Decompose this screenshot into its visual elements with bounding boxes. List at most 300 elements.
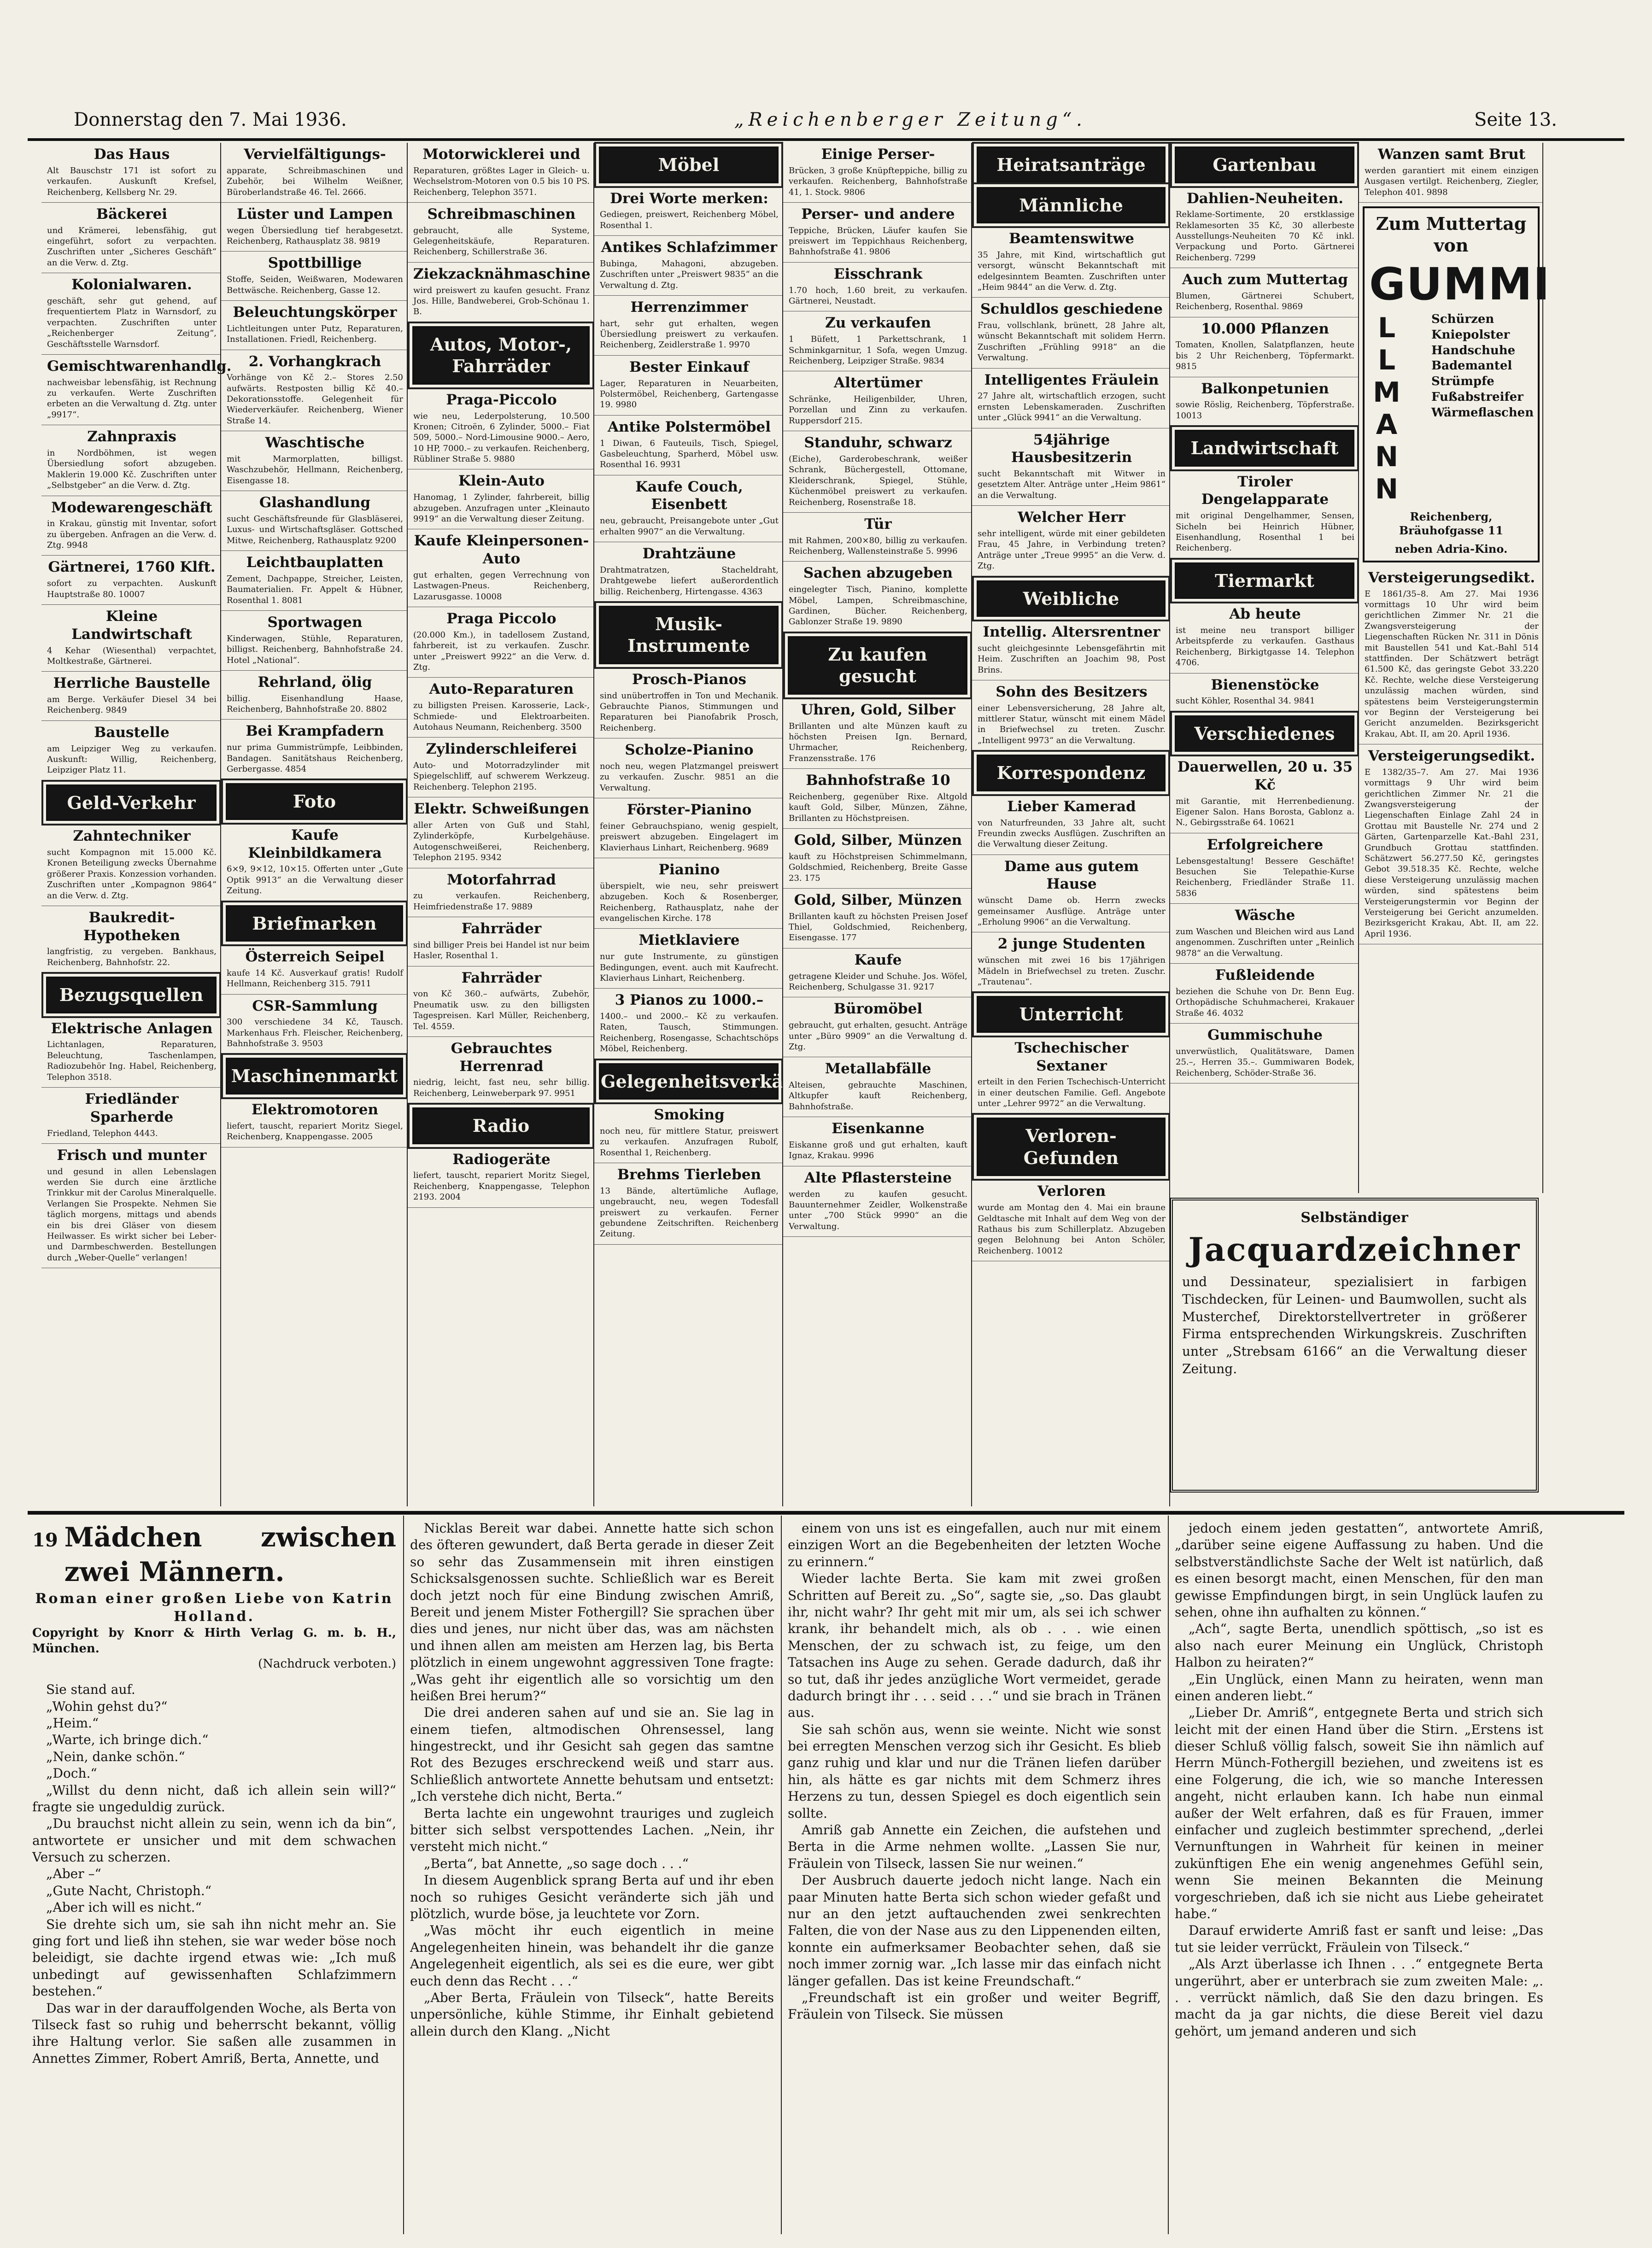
classified-ad	[408, 263, 594, 322]
classified-ad	[41, 496, 221, 556]
classified-ad	[408, 469, 594, 529]
classified-ad	[783, 263, 972, 312]
muttertag-item: Fußabstreifer	[1431, 390, 1523, 404]
classified-ad	[221, 252, 408, 301]
ad-text: Frau, vollschlank, brünett, 28 Jahre alt, wünscht Bekanntschaft mit solidem Herrn. Zuschriften „Frühling 9918“ an die Verwaltung.	[978, 321, 1166, 363]
classified-ad	[594, 668, 783, 738]
ad-title: Fahrräder	[461, 969, 542, 986]
ad-title: Einige Perser-	[821, 146, 935, 163]
classified-ad	[41, 1088, 221, 1144]
story-paragraph: Darauf erwiderte Amriß fast er sanft und leise: „Das tut sie leider verrückt, Fräulein von Tilseck.“	[1175, 1923, 1543, 1955]
story-paragraph: „Willst du denn nicht, daß ich allein sein will?“ fragte sie ungeduldig zurück.	[32, 1782, 396, 1815]
ad-text: 4 Kehar (Wiesenthal) verpachtet, Moltkestraße, Gärtnerei.	[47, 645, 217, 666]
ad-column-2	[221, 143, 408, 1506]
ad-text: kaufe 14 Kč. Ausverkauf gratis! Rudolf Hellmann, Reichenberg 315. 7911	[227, 968, 403, 989]
ad-text: Auto- und Motorradzylinder mit Spiegelschliff, auf schwerem Werkzeug. Reichenberg. Telephon 2195.	[413, 761, 590, 792]
story-paragraph: „Heim.“	[46, 1715, 99, 1731]
ad-title: Zahntechniker	[73, 828, 191, 845]
ad-title: Alte Pflastersteine	[804, 1169, 952, 1186]
story-column-1	[32, 1520, 396, 2230]
story-text-1	[32, 1681, 396, 2067]
ad-text: wird preiswert zu kaufen gesucht. Franz Jos. Hille, Bandweberei, Grob-Schönau 1. B.	[413, 285, 590, 317]
ad-text: Bubinga, Mahagoni, abzugeben. Zuschriften unter „Preiswert 9835“ an die Verwaltung d. Ztg.	[600, 258, 779, 290]
classified-ad	[783, 948, 972, 998]
ad-text: (Eiche), Garderobeschrank, weißer Schrank, Büchergestell, Ottomane, Kleiderschrank, Spiegel, Stühle, Küchenmöbel preiswert zu verkaufen. Reichenberg, Rosenstraße 18.	[789, 454, 967, 507]
ad-title: Gemischtwarenhandlg.	[47, 357, 232, 375]
story-divider	[781, 1516, 782, 2234]
ad-text: Hanomag, 1 Zylinder, fahrbereit, billig abzugeben. Anzufragen unter „Kleinauto 9919“ an die Verwaltung dieser Zeitung.	[413, 492, 590, 524]
muttertag-item: Bademantel	[1431, 359, 1512, 373]
ad-text: wünschen mit zwei 16 bis 17jährigen Mädeln in Briefwechsel zu treten. Zuschr. „Trautenau“.	[978, 955, 1166, 987]
story-text-2	[410, 1520, 774, 2040]
ad-text: billig. Eisenhandlung Haase, Reichenberg, Bahnhofstraße 20. 8802	[227, 693, 403, 714]
story-paragraph: Amriß gab Annette ein Zeichen, die aufstehen und Berta in die Arme nehmen wollte. „Lassen Sie nur, Fräulein von Tilseck, lassen Sie nur weinen.“	[788, 1822, 1161, 1871]
ad-title: Kleine Landwirtschaft	[71, 608, 192, 643]
classified-ad	[783, 513, 972, 562]
ad-title: Drei Worte merken:	[610, 190, 768, 207]
ad-title: Motorfahrrad	[447, 871, 556, 888]
ad-text: Blumen, Gärtnerei Schubert, Reichenberg, Rosenthal. 9869	[1176, 291, 1354, 312]
page-header	[74, 104, 1557, 136]
ad-title: Beleuchtungskörper	[233, 304, 397, 321]
story-paragraph: Das war in der darauffolgenden Woche, als Berta von Tilseck fast so ruhig und beherrscht bekannt, völlig ihre Haltung verlor. Sie saßen alle zusammen in Annettes Zimmer, Robert Amriß, Berta, Annette, und	[32, 2000, 396, 2066]
ad-title: Baustelle	[94, 724, 170, 741]
ad-text: niedrig, leicht, fast neu, sehr billig. Reichenberg, Leinweberpark 97. 9951	[413, 1077, 590, 1098]
ad-text: Alt Bauschstr 171 ist sofort zu verkaufen. Auskunft Krefsel, Reichenberg, Kellsberg Nr. 29.	[47, 165, 217, 197]
ad-text: kauft zu Höchstpreisen Schimmelmann, Goldschmied, Reichenberg, Breite Gasse 23. 175	[789, 851, 967, 883]
classified-ad	[783, 311, 972, 371]
ad-title: Eisenkanne	[832, 1120, 925, 1137]
ad-text: gebraucht, gut erhalten, gesucht. Anträge unter „Büro 9909“ an die Verwaltung d. Ztg.	[789, 1020, 967, 1052]
story-paragraph: „Was möcht ihr euch eigentlich in meine Angelegenheiten hinein, was behandelt ihr die ganze Angelegenheit eigentlich, als sei es die eure, wer gibt euch denn das Recht . . .“	[410, 1923, 774, 1989]
ad-text: in Krakau, günstig mit Inventar, sofort zu übergeben. Anfragen an die Verw. d. Ztg. 9948	[47, 519, 217, 550]
story-subtitle: Roman einer großen Liebe von Katrin Holland.	[35, 1590, 393, 1625]
classified-ad	[783, 1166, 972, 1237]
muttertag-item: Handschuhe	[1431, 343, 1516, 357]
classified-ad	[221, 431, 408, 491]
ad-title: Eisschrank	[833, 265, 923, 282]
story-paragraph: Sie drehte sich um, sie sah ihn nicht mehr an. Sie ging fort und ließ ihn stehen, sie war weder böse noch beleidigt, sie dachte irgend etwas wie: „Ich muß unbedingt auf gewissenhaften Schlafzimmern bestehen.“	[32, 1916, 396, 1999]
ad-text: noch neu, für mittlere Statur, preiswert zu verkaufen. Anzufragen Rubolf, Rosenthal 1, Reichenberg.	[600, 1126, 779, 1158]
classified-ad	[594, 989, 783, 1059]
ad-text: E 1382/35–7. Am 27. Mai 1936 vormittags 9 Uhr wird beim gerichtlichen Zimmer Nr. 21 die Zwangsversteigerung der Liegenschaften Einlage Zahl 24 in Grottau mit Baustelle Nr. 274 und 2 Gärten, Gartenparzelle Kat.-Bahl 231, Grundbuch Grottau stattfinden. Schätzwert 56.277.50 Kč, geringstes Gebot 39.518.35 Kč. Rechte, welche diese Versteigerung unzulässig machen würden, sind spätestens beim Versteigerungstermin vor Beginn der Versteigerung bei Gericht anzumelden. Bezirksgericht Krakau, Abt. II, am 22. April 1936.	[1365, 767, 1539, 939]
classified-ad	[41, 556, 221, 605]
ad-text: eingelegter Tisch, Pianino, komplette Möbel, Lampen, Schreibmaschine, Gardinen, Bücher. Reichenberg, Gablonzer Straße 19. 9890	[789, 585, 967, 627]
ad-text: 6×9, 9×12, 10×15. Offerten unter „Gute Optik 9913“ an die Verwaltung dieser Zeitung.	[227, 864, 403, 896]
ad-column-3	[408, 143, 594, 1506]
ad-title: Förster-Pianino	[627, 802, 752, 819]
ad-title: Elektrische Anlagen	[51, 1020, 213, 1037]
ad-title: Modewarengeschäft	[51, 499, 212, 516]
ad-text: sind billiger Preis bei Handel ist nur beim Hasler, Rosenthal 1.	[413, 940, 590, 961]
ad-text: Kinderwagen, Stühle, Reparaturen, billigst. Reichenberg, Bahnhofstraße 24. Hotel „National“.	[227, 633, 403, 665]
jacquard-body: und Dessinateur, spezialisiert in farbigen Tischdecken, für Leinen- und Baumwollen, sucht als Musterchef, Direktorstellvertreter in größerer Firma entsprechenden Wirkungskreis. Zuschriften unter „Strebsam 6166“ an die Verwaltung dieser Zeitung.	[1182, 1274, 1527, 1376]
jacquard-title: Jacquardzeichner	[1188, 1230, 1521, 1269]
ad-text: sind unübertroffen in Ton und Mechanik. Gebrauchte Pianos, Stimmungen und Reparaturen bei Pianofabrik Prosch, Reichenberg.	[600, 691, 779, 733]
ad-text: neu, gebraucht, Preisangebote unter „Gut erhalten 9907“ an die Verwaltung.	[600, 516, 779, 537]
story-paragraph: „Aber ich will es nicht.“	[46, 1900, 202, 1915]
classified-ad	[972, 855, 1170, 933]
ad-text: nur prima Gummistrümpfe, Leibbinden, Bandagen. Sanitätshaus Reichenberg, Gerbergasse. 4854	[227, 743, 403, 774]
story-paragraph: Wieder lachte Berta. Sie kam mit zwei großen Schritten auf Bereit zu. „So“, sagte sie, „so. Das glaubt ihr, nicht wahr? Ihr geht mit mir um, als sei ich schwer krank, ihr behandelt mich, als ob . . . wie einen Menschen, der zu schwach ist, zu feige, um den Tatsachen ins Auge zu sehen. Gerade dadurch, daß ihr so tut, daß ihr jedes anzügliche Wort vermeidet, gerade dadurch bringt ihr . . . seid . . .“ und sie brach in Tränen aus.	[788, 1571, 1161, 1721]
header-paper-name: „Reichenberger Zeitung“.	[734, 109, 1087, 130]
classified-ad	[1170, 755, 1359, 833]
ad-title: Büromöbel	[833, 1001, 923, 1018]
section-heading: Unterricht	[977, 996, 1166, 1033]
ad-title: Gebrauchtes Herrenrad	[451, 1040, 552, 1075]
classified-ad	[408, 1037, 594, 1104]
ad-title: Bienenstöcke	[1211, 676, 1319, 693]
classified-ad	[408, 143, 594, 203]
classified-ad	[1170, 470, 1359, 559]
story-heading	[32, 1520, 396, 1590]
story-paragraph: Berta lachte ein ungewohnt trauriges und zugleich bitter sich selbst verspottendes Lachen. „Nein, ihr versteht mich nicht.“	[410, 1805, 774, 1855]
classified-ad	[783, 1057, 972, 1117]
ad-title: Versteigerungsedikt.	[1368, 748, 1535, 765]
classified-ad	[221, 671, 408, 720]
ad-title: Brehms Tierleben	[617, 1166, 762, 1183]
ad-text: mit Marmorplatten, billigst. Waschzubehör, Hellmann, Reichenberg, Eisengasse 18.	[227, 454, 403, 486]
ad-text: 13 Bände, altertümliche Auflage, ungebraucht, neu, wegen Todesfall preiswert zu verkaufen. Ferner gebundene Zeitschriften. Reichenberg Zeitung.	[600, 1186, 779, 1239]
muttertag-ad	[1363, 206, 1551, 562]
classified-ad	[783, 997, 972, 1057]
section-heading: Gartenbau	[1175, 146, 1354, 183]
story-note: (Nachdruck verboten.)	[258, 1657, 396, 1671]
section-heading: Männliche	[977, 187, 1166, 224]
ad-text: Reparaturen, größtes Lager in Gleich- u. Wechselstrom-Motoren von 0.5 bis 10 PS. Reichenberg, Telephon 3571.	[413, 165, 590, 197]
section-heading: Radio	[412, 1107, 590, 1144]
ad-text: erteilt in den Ferien Tschechisch-Unterricht in einer deutschen Familie. Gefl. Angebote unter „Lehrer 9972“ an die Verwaltung.	[978, 1077, 1166, 1109]
classified-ad	[41, 825, 221, 906]
classified-ad	[221, 720, 408, 779]
ad-text: geschäft, sehr gut gehend, auf frequentiertem Platz in Warnsdorf, zu verpachten. Zuschriften unter „Reichenberger Zeitung“, Geschäftsstelle Warnsdorf.	[47, 296, 217, 349]
ad-text: 27 Jahre alt, wirtschaftlich erzogen, sucht ernsten Lebenskameraden. Zuschriften unter „Glück 9941“ an die Verwaltung.	[978, 391, 1166, 423]
ad-title: Welcher Herr	[1018, 509, 1125, 526]
classified-ad	[783, 889, 972, 948]
section-heading: Foto	[226, 783, 403, 820]
story-column-4	[1175, 1520, 1543, 2230]
classified-ad	[1359, 566, 1543, 744]
ad-text: hart, sehr gut erhalten, wegen Übersiedlung preiswert zu verkaufen. Reichenberg, Zeidlerstraße 1. 9970	[600, 318, 779, 350]
jacquard-sub: Selbständiger	[1301, 1210, 1408, 1226]
classified-ad	[1170, 603, 1359, 673]
ad-text: sucht gleichgesinnte Lebensgefährtin mit Heim. Zuschriften an Joachim 98, Post Brins.	[978, 643, 1166, 675]
ad-text: 1400.– und 2000.– Kč zu verkaufen. Raten, Tausch, Stimmungen. Reichenberg, Rosengasse, Schachtschöps Möbel, Reichenberg.	[600, 1012, 779, 1054]
ad-text: mit Garantie, mit Herrenbedienung. Eigener Salon. Hans Borosta, Gablonz a. N., Gebirgsstraße 64. 10621	[1176, 796, 1354, 828]
header-page-number: Seite 13.	[1474, 109, 1557, 130]
muttertag-line1: Zum Muttertag	[1376, 213, 1527, 234]
ad-text: feiner Gebrauchspiano, wenig gespielt, preiswert abzugeben. Eingelagert im Klavierhaus Linhart, Reichenberg. 9689	[600, 821, 779, 853]
section-heading: Briefmarken	[226, 905, 403, 942]
section-heading: Autos, Motor-, Fahrräder	[412, 326, 590, 385]
ad-text: Reichenberg, gegenüber Rixe. Altgold kauft Gold, Silber, Münzen, Zähne, Brillanten zu Höchstpreisen.	[789, 791, 967, 823]
ad-text: nur gute Instrumente, zu günstigen Bedingungen, event. auch mit Kaufrecht. Klavierhaus Linhart, Reichenberg.	[600, 952, 779, 983]
ad-title: Zu verkaufen	[825, 315, 931, 332]
story-installment: 19	[32, 1529, 58, 1551]
ad-title: Radiogeräte	[452, 1151, 551, 1168]
ad-text: E 1861/35–8. Am 27. Mai 1936 vormittags 10 Uhr wird beim gerichtlichen Zimmer Nr. 21 die Zwangsversteigerung der Liegenschaften Rücken Nr. 311 in Dönis mit Baustellen 541 und Kat.-Bahl 514 stattfinden. Der Schätzwert beträgt 61.500 Kč, das geringste Gebot 33.220 Kč. Rechte, welche diese Versteigerung unzulässig machen würden, sind spätestens beim Versteigerungstermin vor Beginn der Versteigerung bei Gericht anzumelden. Bezirksgericht Krakau, Abt. II, am 20. April 1936.	[1365, 589, 1539, 739]
ad-text: zum Waschen und Bleichen wird aus Land angenommen. Zuschriften unter „Reinlich 9878“ an die Verwaltung.	[1176, 926, 1354, 958]
muttertag-brand-row	[1369, 312, 1533, 505]
story-paragraph: „Du brauchst nicht allein zu sein, wenn ich da bin“, antwortete er unsicher und mit dem schwachen Versuch zu scherzen.	[32, 1816, 396, 1865]
story-paragraph: Die drei anderen sahen auf und sie an. Sie lag in einem tiefen, altmodischen Ohrensessel, lang hingestreckt, und ihr Gesicht sah gegen das samtne Rot des Bezuges erschreckend weiß und starr aus. Schließlich antwortete Annette behutsam und entsetzt: „Ich verstehe dich nicht, Berta.“	[410, 1705, 774, 1804]
ad-title: Ziekzacknähmaschine	[413, 265, 591, 282]
story-paragraph: „Aber Berta, Fräulein von Tilseck“, hatte Bereits unpersönliche, kühle Stimme, ihr Einhalt gebietend allein durch den Klang. „Nicht	[410, 1990, 774, 2039]
classified-ad	[221, 611, 408, 671]
story-paragraph: Nicklas Bereit war dabei. Annette hatte sich schon des öfteren gewundert, daß Berta gerade in dieser Zeit so sehr das Zusammensein mit ihren einstigen Schicksalsgenossen suchte. Schließlich war es Bereit doch jetzt noch für eine Bindung zwischen Amriß, Bereit und jenem Mister Fothergill? Sie sprachen über dies und jenes, nur nicht über das, was am nächsten und ihnen allen am meisten am Herzen lag, bis Berta plötzlich in einem ungewohnt aggressiven Tone fragte: „Was geht ihr eigentlich alle so vorsichtig um den heißen Brei herum?“	[410, 1521, 774, 1704]
ad-text: Friedland, Telephon 4443.	[47, 1128, 158, 1138]
ad-title: 2 junge Studenten	[997, 936, 1146, 953]
classified-ad	[783, 698, 972, 769]
classified-ad	[594, 738, 783, 798]
story-paragraph: Sie stand auf.	[46, 1682, 135, 1698]
section-heading: Korrespondenz	[977, 755, 1166, 791]
classified-ad	[408, 797, 594, 868]
ad-text: aller Arten von Guß und Stahl, Zylinderköpfe, Kurbelgehäuse. Autogenschweißerei, Reichenberg, Telephon 2195. 9342	[413, 820, 590, 863]
ad-title: Auto-Reparaturen	[429, 681, 574, 698]
ad-text: getragene Kleider und Schuhe. Jos. Wöfel, Reichenberg, Schulgasse 31. 9217	[789, 971, 967, 992]
ad-text: wünscht Dame ob. Herrn zwecks gemeinsamer Ausflüge. Anträge unter „Erholung 9906“ an die Verwaltung.	[978, 896, 1166, 927]
story-column-3	[788, 1520, 1161, 2230]
classified-ad	[1170, 833, 1359, 904]
muttertag-brand: GUMMI	[1369, 258, 1551, 310]
ad-text: Reklame-Sortimente, 20 erstklassige Reklamesorten 35 Kč, 30 allerbeste Ausstellungs-Neuheiten 70 Kč inkl. Verpackung und Porto. Gärtnerei Reichenberg. 7299	[1176, 210, 1354, 263]
ad-title: Erfolgreichere	[1207, 836, 1324, 853]
muttertag-item: Wärmeflaschen	[1431, 405, 1534, 420]
ad-text: Lichtleitungen unter Putz, Reparaturen, Installationen. Friedl, Reichenberg.	[227, 323, 403, 345]
muttertag-item: Kniepolster	[1431, 328, 1510, 342]
section-heading: Verloren-Gefunden	[977, 1118, 1166, 1176]
muttertag-item: Strümpfe	[1431, 375, 1494, 389]
ad-title: Waschtische	[265, 434, 365, 451]
classified-ad	[783, 769, 972, 829]
classified-ad	[1170, 377, 1359, 427]
classified-ad	[783, 431, 972, 513]
story-paragraph: „Nein, danke schön.“	[46, 1749, 185, 1764]
classified-ad	[221, 491, 408, 551]
classified-ad	[783, 371, 972, 431]
ad-text: werden garantiert mit einem einzigen Ausgasen vertilgt. Reichenberg, Ziegler, Telephon 401. 9898	[1365, 165, 1539, 197]
story-paragraph: Der Ausbruch dauerte jedoch nicht lange. Nach ein paar Minuten hatte Berta sich schon wieder gefaßt und nur an den jetzt auftauchenden zwei senkrechten Falten, die von der Nase aus zu den Lippenenden eilten, konnte ein aufmerksamer Beobachter sehen, daß sie noch immer zornig war. „Ich lasse mir das einfach nicht länger gefallen. Das ist keine Freundschaft.“	[788, 1873, 1161, 1989]
classified-ad	[594, 296, 783, 356]
ad-title: Herrenzimmer	[630, 299, 748, 316]
classified-ad	[594, 858, 783, 929]
ad-text: Tomaten, Knollen, Salatpflanzen, heute bis 2 Uhr Reichenberg, Töpfermarkt. 9815	[1176, 340, 1354, 372]
ad-text: apparate, Schreibmaschinen und Zubehör, bei Wilhelm Weißner, Büroberlandstraße 46. Tel. 2666.	[227, 165, 403, 197]
ad-title: 2. Vorhangkrach	[248, 353, 381, 370]
classified-ad	[972, 1036, 1170, 1114]
ad-text: Lebensgestaltung! Bessere Geschäfte! Besuchen Sie Telepathie-Kurse Reichenberg, Friedländer Straße 11. 5836	[1176, 856, 1354, 898]
ad-column-7	[1170, 143, 1359, 1193]
ad-title: Gold, Silber, Münzen	[794, 891, 962, 908]
classified-ad	[408, 868, 594, 918]
jacquard-ad	[1170, 1198, 1539, 1493]
classified-ad	[1170, 904, 1359, 964]
ad-title: Spottbillige	[268, 255, 362, 272]
ad-title: Bei Krampfadern	[246, 723, 384, 740]
ad-text: Lager, Reparaturen in Neuarbeiten, Polstermöbel, Reichenberg, Gartengasse 19. 9980	[600, 378, 779, 410]
ad-title: Tür	[864, 515, 892, 533]
classified-ad	[41, 273, 221, 355]
ad-title: Vervielfältigungs-	[244, 146, 386, 163]
classified-ad	[408, 678, 594, 738]
ad-text: Zement, Dachpappe, Streicher, Leisten, Baumaterialien. Fr. Appelt & Hübner, Rosenthal 1. 8081	[227, 574, 403, 605]
classified-ad	[221, 945, 408, 995]
ad-title: Lieber Kamerad	[1007, 798, 1136, 815]
classified-ad	[972, 428, 1170, 506]
section-heading: Zu kaufen gesucht	[788, 636, 967, 695]
ad-text: in Nordböhmen, ist wegen Übersiedlung sofort abzugeben. Maklerin 19.000 Kč. Zuschriften unter „Selbstgeber“ an die Verw. d. Ztg.	[47, 448, 217, 491]
ad-title: Mietklaviere	[639, 932, 740, 949]
ad-title: Altertümer	[834, 375, 922, 392]
ad-text: Lichtanlagen, Reparaturen, Beleuchtung, Taschenlampen, Radiozubehör Ing. Habel, Reichenberg, Telephon 3518.	[47, 1040, 217, 1082]
classified-ad	[972, 932, 1170, 992]
ad-title: Drahtzäune	[642, 545, 736, 562]
classified-ad	[41, 425, 221, 496]
ad-title: Perser- und andere	[801, 205, 955, 222]
ad-title: Leichtbauplatten	[246, 554, 384, 571]
classified-ad	[221, 1098, 408, 1147]
ad-title: Sohn des Besitzers	[996, 683, 1148, 700]
ad-text: gebraucht, alle Systeme, Gelegenheitskäufe, Reparaturen. Reichenberg, Schillerstraße 36.	[413, 225, 590, 257]
ad-column-8	[1359, 143, 1551, 1193]
story-copyright: Copyright by Knorr & Hirth Verlag G. m. b. H., München.	[32, 1626, 396, 1656]
ad-title: Balkonpetunien	[1201, 380, 1329, 397]
classified-ad	[41, 906, 221, 973]
ad-text: 1.70 hoch, 1.60 breit, zu verkaufen. Gärtnerei, Neustadt.	[789, 285, 967, 306]
ad-title: Standuhr, schwarz	[804, 434, 952, 451]
ad-title: Kaufe Kleinbildkamera	[248, 826, 382, 861]
ad-title: Bäckerei	[96, 205, 168, 222]
ad-title: 54jährige Hausbesitzerin	[1011, 431, 1132, 466]
ad-title: Dahlien-Neuheiten.	[1186, 190, 1344, 207]
story-column-2	[410, 1520, 774, 2230]
ad-text: überspielt, wie neu, sehr preiswert abzugeben. Koch & Rosenberger, Reichenberg, Rathausplatz, nahe der evangelischen Kirche. 178	[600, 881, 779, 923]
classified-ad	[221, 143, 408, 203]
classified-ad	[408, 738, 594, 797]
ad-title: Schuldlos geschiedene	[980, 301, 1163, 318]
classified-ad	[594, 542, 783, 602]
classified-ad	[594, 798, 783, 858]
ad-title: Verloren	[1037, 1183, 1106, 1200]
ad-text: Vorhänge von Kč 2.– Stores 2.50 aufwärts. Restposten billig Kč 40.– Dekorationsstoffe. Gelegenheit für Wiederverkäufer. Reichenberg, Wiener Straße 14.	[227, 373, 403, 426]
ad-text: Brücken, 3 große Knüpfteppiche, billig zu verkaufen. Reichenberg, Bahnhofstraße 41, 1. Stock. 9806	[789, 165, 967, 197]
ad-text: Brillanten kauft zu höchsten Preisen Josef Thiel, Goldschmied, Reichenberg, Eisengasse. 177	[789, 911, 967, 943]
story-paragraph: „Freundschaft ist ein großer und weiter Begriff, Fräulein von Tilseck. Sie müssen	[788, 1990, 1161, 2022]
muttertag-address-note: neben Adria-Kino.	[1394, 542, 1508, 556]
classified-ad	[594, 929, 783, 989]
classified-ad	[221, 995, 408, 1054]
classified-ad	[41, 203, 221, 273]
section-heading: Weibliche	[977, 580, 1166, 617]
ad-title: Rehrland, ölig	[258, 673, 372, 691]
muttertag-line2: von	[1434, 235, 1469, 256]
ad-title: Dame aus gutem Hause	[1004, 858, 1139, 893]
ad-title: Baukredit-Hypotheken	[83, 909, 180, 944]
ad-title: Prosch-Pianos	[632, 671, 746, 688]
ad-text: ist meine neu transport billiger Arbeitspferde zu verkaufen. Gasthaus Reichenberg, Birkigtgasse 14. Telephon 4706.	[1176, 626, 1354, 668]
ad-title: Lüster und Lampen	[236, 205, 393, 222]
section-heading: Landwirtschaft	[1175, 430, 1354, 467]
ad-title: Fußleidende	[1215, 967, 1315, 984]
story-text-3	[788, 1520, 1161, 2023]
classified-ad	[972, 680, 1170, 751]
story-paragraph: „Aber –“	[46, 1866, 101, 1882]
ad-column-1	[41, 143, 232, 1506]
ad-text: sucht Kompagnon mit 15.000 Kč. Kronen Beteiligung zwecks Übernahme größerer Praxis. Konzession vorhanden. Zuschriften unter „Kompagnon 9864“ an die Verw. d. Ztg.	[47, 848, 217, 901]
ad-title: Glashandlung	[259, 494, 371, 511]
ad-title: Praga-Piccolo	[446, 391, 557, 408]
classified-ad	[221, 203, 408, 252]
story-paragraph: „Warte, ich bringe dich.“	[46, 1732, 209, 1748]
ad-text: am Berge. Verkäufer Diesel 34 bei Reichenberg. 9849	[47, 695, 217, 715]
story-paragraph: jedoch einem jeden gestatten“, antwortete Amriß, „darüber seine eigene Auffassung zu haben. Und die selbstverständlichste Sache der Welt ist natürlich, daß es einen besorgt macht, einen Menschen, für den man gewisse Empfindungen birgt, in sein Unglück laufen zu sehen, ohne ihn aufhalten zu können.“	[1175, 1521, 1543, 1620]
story-paragraph: „Ein Unglück, einen Mann zu heiraten, wenn man einen anderen liebt.“	[1175, 1671, 1543, 1704]
ad-text: wie neu, Lederpolsterung, 10.500 Kronen; Citroën, 6 Zylinder, 5000.– Fiat 509, 5000.– Nord-Limousine 9000.– Aero, 10 HP, 7000.– zu verkaufen. Reichenberg, Rübliner Straße 5. 9880	[413, 411, 590, 464]
classified-ad	[972, 506, 1170, 576]
ad-text: am Leipziger Weg zu verkaufen. Auskunft: Willig, Reichenberg, Leipziger Platz 11.	[47, 743, 217, 775]
ad-text: gut erhalten, gegen Verrechnung von Lastwagen-Pneus. Reichenberg, Lazarusgasse. 10008	[413, 570, 590, 602]
ad-text: Alteisen, gebrauchte Maschinen, Altkupfer kauft Reichenberg, Bahnhofstraße.	[789, 1080, 967, 1112]
classified-ad	[594, 1103, 783, 1163]
ad-title: Friedländer Sparherde	[85, 1091, 179, 1125]
section-heading: Musik-Instrumente	[599, 606, 779, 664]
story-divider	[1168, 1516, 1169, 2234]
ad-title: CSR-Sammlung	[252, 997, 378, 1014]
classified-ad	[41, 1017, 221, 1088]
ad-text: noch neu, wegen Platzmangel preiswert zu verkaufen. Zuschr. 9851 an die Verwaltung.	[600, 761, 779, 793]
ad-title: Scholze-Pianino	[625, 742, 754, 759]
ad-text: 1 Diwan, 6 Fauteuils, Tisch, Spiegel, Gasbeleuchtung, Sparherd, Möbel usw. Rosenthal 16. 9931	[600, 438, 779, 470]
ad-title: Motorwicklerei und	[422, 146, 580, 163]
classified-ad	[594, 187, 783, 236]
ad-title: Kolonialwaren.	[71, 276, 192, 293]
ad-title: Tschechischer Sextaner	[1014, 1039, 1129, 1074]
ad-column-6	[972, 143, 1170, 1506]
ad-text: Gediegen, preiswert, Reichenberg Möbel, Rosenthal 1.	[600, 210, 779, 230]
ad-text: sowie Röslig, Reichenberg, Töpferstraße. 10013	[1176, 400, 1354, 421]
muttertag-item-list	[1404, 312, 1534, 505]
ad-text: sofort zu verpachten. Auskunft Hauptstraße 80. 10007	[47, 579, 217, 599]
ad-title: Schreibmaschinen	[427, 205, 576, 222]
ad-text: Brillanten und alte Münzen kauft zu höchsten Preisen Ign. Bernard, Uhrmacher, Reichenberg, Franzensstraße. 176	[789, 721, 967, 763]
ad-text: 1 Büfett, 1 Parkettschrank, 1 Schminkgarnitur, 1 Sofa, wegen Umzug. Reichenberg, Leipziger Straße. 9834	[789, 334, 967, 366]
classified-ad	[783, 1117, 972, 1166]
story-paragraph: „Gute Nacht, Christoph.“	[46, 1883, 212, 1898]
section-heading: Geld-Verkehr	[46, 784, 217, 821]
classified-ad	[41, 143, 221, 203]
ad-title: Gummischuhe	[1207, 1027, 1323, 1044]
ad-title: Elektromotoren	[251, 1101, 378, 1118]
classified-ad	[1170, 317, 1359, 377]
classified-ad	[783, 562, 972, 632]
ad-text: sucht Geschäftsfreunde für Glasbläserei, Luxus- und Wirtschaftsgläser. Gottsched Mitwe, Reichenberg, Rathausplatz 9200	[227, 514, 403, 545]
ad-title: Klein-Auto	[458, 473, 545, 490]
story-paragraph: „Berta“, bat Annette, „so sage doch . . .“	[424, 1856, 689, 1871]
ad-text: unverwüstlich, Qualitätsware, Damen 25.–, Herren 35.–. Gummiwaren Bodek, Reichenberg, Schöder-Straße 36.	[1176, 1046, 1354, 1078]
classified-ad	[1170, 673, 1359, 712]
classified-ad	[972, 795, 1170, 855]
ad-title: Beamtenswitwe	[1008, 230, 1135, 247]
classified-ad	[594, 416, 783, 475]
ad-title: Pianino	[658, 861, 720, 878]
classified-ad	[408, 917, 594, 966]
classified-ad	[594, 236, 783, 296]
classified-ad	[594, 356, 783, 416]
classified-ad	[41, 721, 221, 781]
ad-title: Elektr. Schweißungen	[414, 801, 589, 818]
classified-ad	[972, 1180, 1170, 1261]
